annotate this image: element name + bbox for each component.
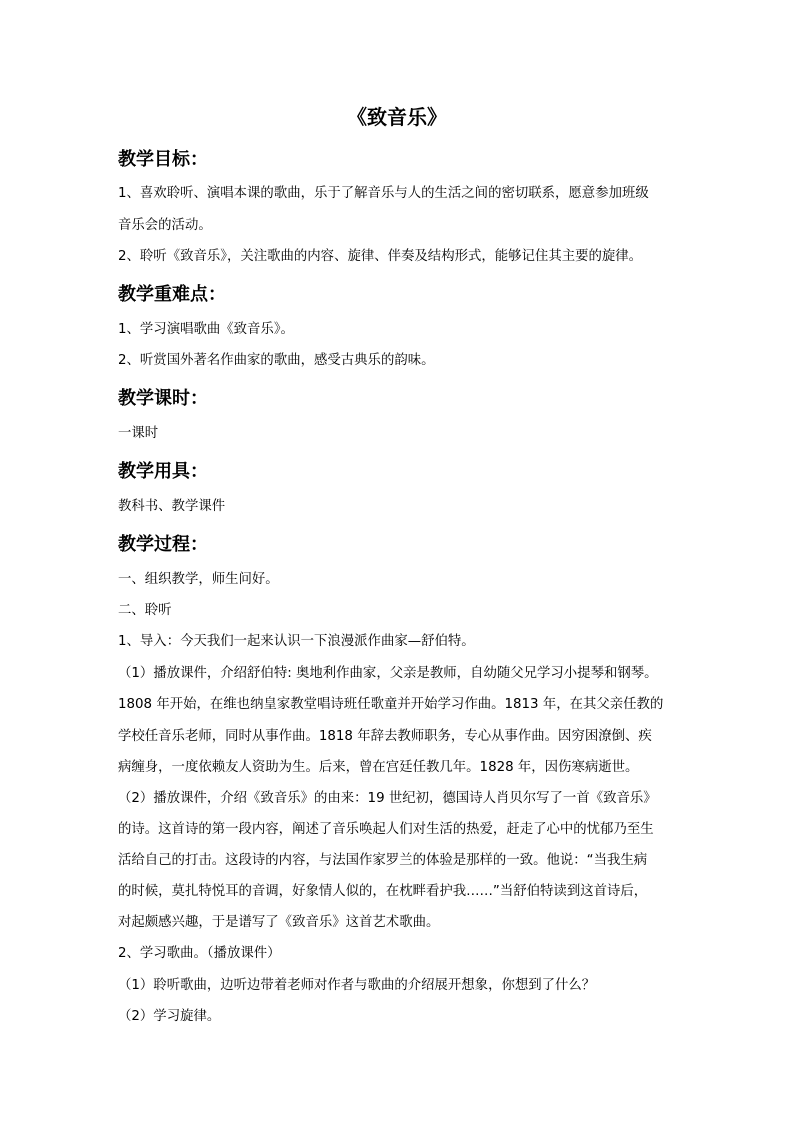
goals-line-2: 音乐会的活动。 <box>118 218 212 233</box>
tools-line-1: 教科书、教学课件 <box>118 499 226 514</box>
section-heading-tools: 教学用具： <box>118 461 208 482</box>
process-line-2: 二、聆听 <box>118 603 172 618</box>
key-points-line-1: 1、学习演唱歌曲《致音乐》。 <box>118 322 294 337</box>
process-line-5: 1808 年开始，在维也纳皇家教堂唱诗班任歌童并开始学习作曲。1813 年，在其父亲任教的 <box>118 697 664 712</box>
section-heading-goals: 教学目标： <box>118 149 208 170</box>
process-line-3: 1、导入：今天我们一起来认识一下浪漫派作曲家—舒伯特。 <box>118 634 475 649</box>
process-line-10: 活给自己的打击。这段诗的内容，与法国作家罗兰的体验是那样的一致。他说：“当我生病 <box>118 853 648 868</box>
process-line-1: 一、组织教学，师生问好。 <box>118 572 279 587</box>
periods-line-1: 一课时 <box>118 426 159 441</box>
process-line-7: 病缠身，一度依赖友人资助为生。后来，曾在宫廷任教几年。1828 年，因伤寒病逝世。 <box>118 760 639 775</box>
process-line-15: （2）学习旋律。 <box>118 1009 221 1024</box>
process-line-13: 2、学习歌曲。（播放课件） <box>118 946 281 961</box>
process-line-11: 的时候，莫扎特悦耳的音调，好象情人似的，在枕畔看护我……”当舒伯特读到这首诗后， <box>118 884 648 899</box>
page-title: 《致音乐》 <box>347 105 447 129</box>
section-heading-key-points: 教学重难点： <box>118 284 226 305</box>
section-heading-process: 教学过程： <box>118 534 208 555</box>
process-line-6: 学校任音乐老师，同时从事作曲。1818 年辞去教师职务，专心从事作曲。因穷困潦倒、疾 <box>118 729 652 744</box>
goals-line-1: 1、喜欢聆听、演唱本课的歌曲，乐于了解音乐与人的生活之间的密切联系，愿意参加班级 <box>118 186 649 201</box>
process-line-14: （1）聆听歌曲，边听边带着老师对作者与歌曲的介绍展开想象，你想到了什么？ <box>118 978 596 993</box>
process-line-9: 的诗。这首诗的第一段内容，阐述了音乐唤起人们对生活的热爱，赶走了心中的忧郁乃至生 <box>118 822 654 837</box>
process-line-4: （1）播放课件，介绍舒伯特: 奥地利作曲家，父亲是教师，自幼随父兄学习小提琴和钢琴。 <box>118 666 658 681</box>
goals-line-3: 2、聆听《致音乐》，关注歌曲的内容、旋律、伴奏及结构形式，能够记住其主要的旋律。 <box>118 249 643 264</box>
process-line-12: 对起颇感兴趣，于是谱写了《致音乐》这首艺术歌曲。 <box>118 915 440 930</box>
key-points-line-2: 2、听赏国外著名作曲家的歌曲，感受古典乐的韵味。 <box>118 353 435 368</box>
section-heading-periods: 教学课时： <box>118 388 208 409</box>
process-line-8: （2）播放课件，介绍《致音乐》的由来：19 世纪初，德国诗人肖贝尔写了一首《致音乐》 <box>118 791 657 806</box>
